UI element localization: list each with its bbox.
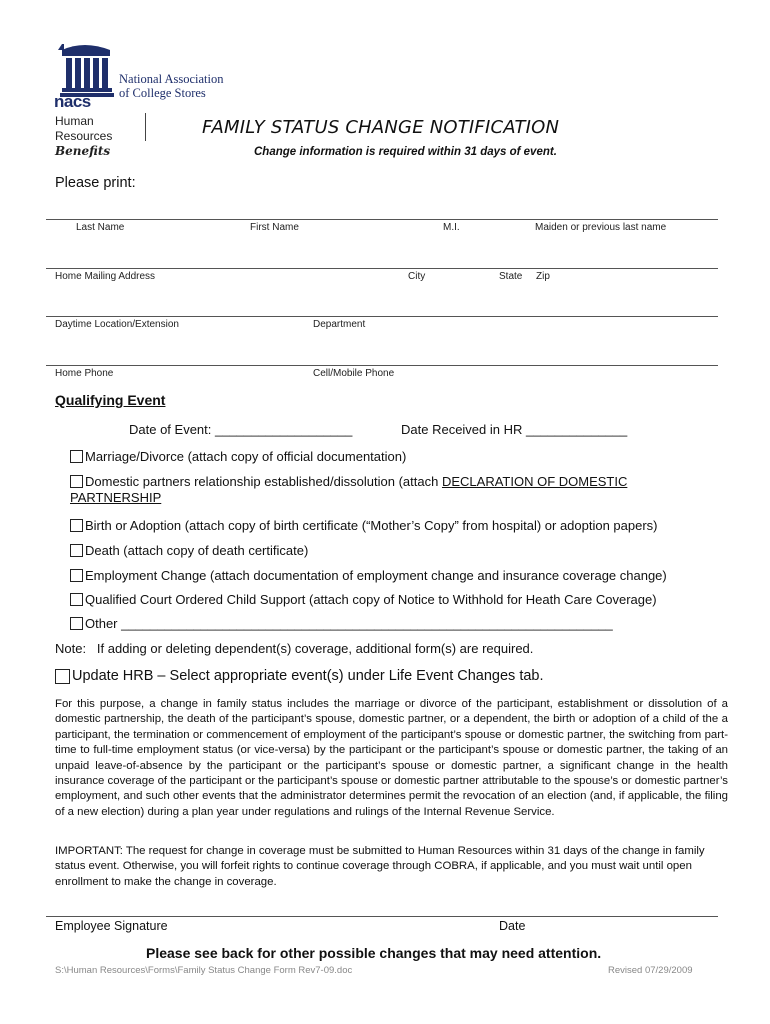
name-line[interactable] (46, 219, 718, 220)
file-path-footer: S:\Human Resources\Forms\Family Status Change Form Rev7-09.doc (55, 965, 353, 976)
address-line[interactable] (46, 268, 718, 269)
qualifying-event-heading: Qualifying Event (55, 392, 166, 408)
nacs-logo (52, 42, 232, 110)
maiden-name-label: Maiden or previous last name (535, 222, 667, 233)
checkbox[interactable] (70, 475, 83, 488)
checkbox[interactable] (70, 519, 83, 532)
option-label: Employment Change (attach documentation of employment change and insurance coverage change) (85, 568, 667, 583)
page-title: FAMILY STATUS CHANGE NOTIFICATION (202, 117, 560, 138)
date-label: Date (499, 919, 526, 933)
first-name-label: First Name (250, 222, 299, 233)
checkbox[interactable] (70, 593, 83, 606)
page-subtitle: Change information is required within 31 days of event. (254, 146, 557, 158)
option-employment-change[interactable] (70, 568, 667, 583)
checkbox[interactable] (70, 544, 83, 557)
important-notice: IMPORTANT: The request for change in coverage must be submitted to Human Resources within 31 days of the change in family status event. Otherwise, you will forfeit rights to continue coverage through COBRA, if applicable, and you must wait until open enrollment to make the change in coverage. (55, 845, 705, 888)
revised-date-footer: Revised 07/29/2009 (608, 965, 693, 976)
zip-label: Zip (536, 271, 550, 282)
last-name-label: Last Name (76, 222, 125, 233)
dept-line2: Resources (55, 129, 113, 143)
declaration-link[interactable]: DECLARATION OF DOMESTIC (441, 474, 628, 489)
dept-line3: Benefits (55, 144, 111, 158)
please-print-label: Please print: (55, 175, 136, 191)
family-status-definition: For this purpose, a change in family status includes the marriage or divorce of the participant, establishment or dissolution of a domestic partnership, the death of the participant’s spouse, domestic partner, or a dependent, the birth or adoption of a child of the a participant, the termination or commencement of employment of the participant’s spouse or domestic partner, the switching from part-time to full-time employment status (or vice-versa) by the participant or the participant’s spouse or domestic partner, the taking of an unpaid leave-of-absence by the participant or the participant’s spouse or domestic partner, a significant change in the health insurance coverage of the participant or the participant’s spouse or domestic partner attributable to the spouse’s or domestic partner’s employment, and such other events that the administrator determines permit the revocation of an election (and, if applicable, the filing of a new election) during a plan year under regulations and rulings of the Internal Revenue Service. (55, 698, 728, 818)
update-hrb-label: Update HRB – Select appropriate event(s) under Life Event Changes tab. (72, 668, 544, 684)
option-death[interactable] (70, 543, 308, 558)
option-label: Death (attach copy of death certificate) (85, 543, 309, 558)
mi-label: M.I. (443, 222, 460, 233)
home-phone-label: Home Phone (55, 368, 114, 379)
location-label: Daytime Location/Extension (55, 319, 179, 330)
option-label: Qualified Court Ordered Child Support (attach copy of Notice to Withhold for Heath Care Coverage) (85, 592, 657, 607)
cell-phone-label: Cell/Mobile Phone (313, 368, 395, 379)
dept-line1: Human (55, 114, 94, 128)
city-label: City (408, 271, 426, 282)
checkbox[interactable] (55, 669, 70, 684)
location-line[interactable] (46, 316, 718, 317)
signature-line[interactable] (46, 916, 718, 917)
checkbox[interactable] (70, 450, 83, 463)
date-of-event-field[interactable]: Date of Event: ___________________ (129, 422, 353, 437)
pillar-logo-icon (52, 42, 116, 98)
address-label: Home Mailing Address (55, 271, 156, 282)
option-label: Domestic partners relationship established/dissolution (attach (85, 474, 442, 489)
update-hrb-option[interactable] (55, 668, 544, 684)
declaration-link-cont[interactable]: PARTNERSHIP (70, 490, 162, 505)
date-received-field[interactable]: Date Received in HR ______________ (401, 422, 628, 437)
option-birth-adoption[interactable] (70, 518, 658, 533)
state-label: State (499, 271, 523, 282)
dependent-note: Note: If adding or deleting dependent(s) coverage, additional form(s) are required. (55, 641, 534, 656)
option-label: Marriage/Divorce (attach copy of official documentation) (85, 449, 407, 464)
employee-signature-label: Employee Signature (55, 919, 168, 933)
logo-org-line1: National Association (119, 72, 224, 86)
option-other[interactable] (70, 616, 613, 631)
option-marriage-divorce[interactable] (70, 449, 406, 464)
checkbox[interactable] (70, 617, 83, 630)
option-label: Birth or Adoption (attach copy of birth certificate (“Mother’s Copy” from hospital) or adoption papers) (85, 518, 658, 533)
option-child-support[interactable] (70, 592, 657, 607)
logo-org-line2: of College Stores (119, 86, 206, 100)
phone-line[interactable] (46, 365, 718, 366)
option-label: Other ____________________________________________________________________ (85, 616, 613, 631)
checkbox[interactable] (70, 569, 83, 582)
option-domestic-partners[interactable] (70, 474, 627, 489)
back-page-note: Please see back for other possible changes that may need attention. (146, 945, 602, 961)
logo-acronym: nacs (54, 92, 91, 111)
department-label: Department (313, 319, 366, 330)
header-divider (145, 113, 146, 141)
